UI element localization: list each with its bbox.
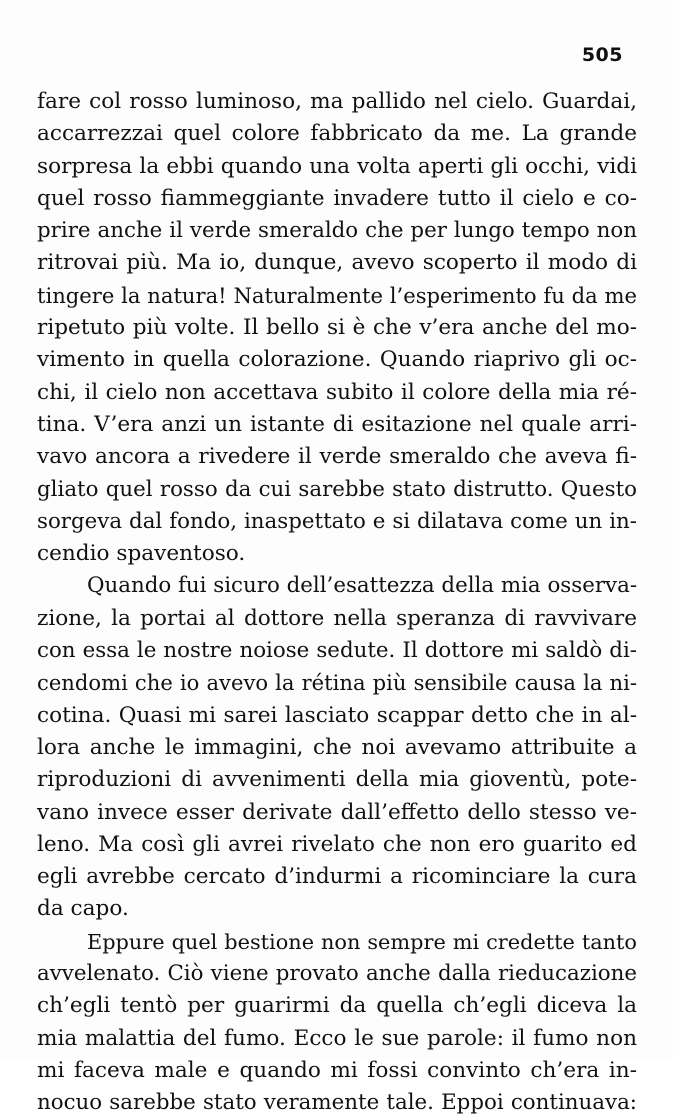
page-number: 505	[581, 44, 623, 66]
text-line: egli avrebbe cercato d’indurmi a ricominciare la cura	[37, 864, 637, 890]
text-line: nocuo sarebbe stato veramente tale. Eppoi continuava:	[37, 1090, 637, 1116]
text-line: tina. V’era anzi un istante di esitazione nel quale arri-	[37, 411, 637, 437]
text-line: accarrezzai quel colore fabbricato da me. La grande	[37, 121, 637, 147]
text-line: prire anche il verde smeraldo che per lungo tempo non	[37, 218, 637, 244]
text-line: vano invece esser derivate dall’effetto dello stesso ve-	[37, 799, 637, 825]
text-line: fare col rosso luminoso, ma pallido nel cielo. Guardai,	[37, 89, 637, 114]
text-line: cendomi che io avevo la rétina più sensibile causa la ni-	[37, 670, 637, 696]
text-line: quel rosso fiammeggiante invadere tutto il cielo e co-	[37, 185, 637, 211]
text-line: zione, la portai al dottore nella speranza di ravvivare	[37, 605, 637, 631]
text-line: ch’egli tentò per guarirmi da quella ch’egli diceva la	[37, 993, 637, 1019]
text-line: avvelenato. Ciò viene provato anche dalla rieducazione	[37, 961, 637, 987]
text-line: chi, il cielo non accettava subito il colore della mia ré-	[37, 379, 637, 405]
text-line: tingere la natura! Naturalmente l’esperimento fu da me	[37, 282, 637, 308]
text-line: con essa le nostre noiose sedute. Il dottore mi saldò di-	[37, 638, 637, 664]
text-line: Quando fui sicuro dell’esattezza della mia osserva-	[87, 573, 638, 599]
text-line: ritrovai più. Ma io, dunque, avevo scoperto il modo di	[37, 250, 637, 276]
text-line: sorgeva dal fondo, inaspettato e si dilatava come un in-	[37, 508, 637, 534]
text-line: lora anche le immagini, che noi avevamo attribuite a	[37, 734, 637, 760]
text-line: sorpresa la ebbi quando una volta aperti gli occhi, vidi	[37, 153, 637, 179]
text-line: ripetuto più volte. Il bello si è che v’era anche del mo-	[37, 315, 637, 341]
text-line: cendio spaventoso.	[37, 541, 246, 567]
text-line: mia malattia del fumo. Ecco le sue parole: il fumo non	[37, 1025, 637, 1051]
text-line: cotina. Quasi mi sarei lasciato scappar detto che in al-	[37, 702, 637, 728]
text-line: leno. Ma così gli avrei rivelato che non ero guarito ed	[37, 831, 637, 857]
text-line: gliato quel rosso da cui sarebbe stato distrutto. Questo	[37, 476, 637, 502]
body-text	[37, 86, 637, 1120]
text-line: mi faceva male e quando mi fossi convinto ch’era in-	[37, 1057, 637, 1083]
text-line: riproduzioni di avvenimenti della mia gioventù, pote-	[37, 767, 637, 793]
text-line: vavo ancora a rivedere il verde smeraldo che aveva fi-	[37, 444, 637, 470]
text-line: Eppure quel bestione non sempre mi credette tanto	[87, 929, 637, 954]
text-line: vimento in quella colorazione. Quando riaprivo gli oc-	[37, 347, 637, 373]
text-line: da capo.	[37, 896, 129, 922]
